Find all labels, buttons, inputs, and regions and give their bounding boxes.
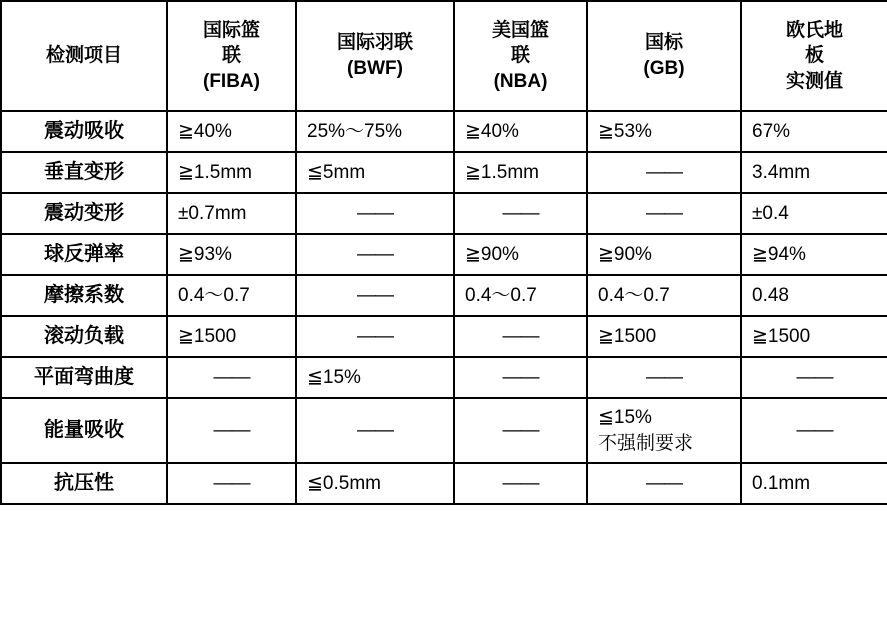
table-cell-value: ≧90%	[587, 234, 741, 275]
table-row	[1, 463, 887, 504]
row-header-label: 震动吸收	[1, 111, 167, 152]
table-row	[1, 357, 887, 398]
table-cell-value: ——	[296, 193, 454, 234]
table-cell-value: ——	[587, 152, 741, 193]
table-cell-value: ——	[587, 463, 741, 504]
table-cell-value: 0.48	[741, 275, 887, 316]
table-cell-value: 0.4～0.7	[587, 275, 741, 316]
table-cell-value: ≧40%	[454, 111, 587, 152]
table-cell-value: ≦0.5mm	[296, 463, 454, 504]
column-header-gb	[587, 1, 741, 111]
column-header-line: 检测项目	[45, 45, 122, 67]
column-header-line: 国际篮	[202, 19, 260, 41]
column-header-line: 联	[221, 45, 241, 67]
table-row	[1, 398, 887, 463]
column-header-line: 美国篮	[491, 19, 549, 41]
column-header-line: (NBA)	[493, 70, 548, 92]
table-cell-value: ——	[296, 234, 454, 275]
column-header-nba	[454, 1, 587, 111]
table-cell-value: ≧40%	[167, 111, 296, 152]
table-cell-value: ≦15%	[296, 357, 454, 398]
row-header-label: 滚动负载	[1, 316, 167, 357]
table-cell-value: 67%	[741, 111, 887, 152]
row-header-label: 能量吸收	[1, 398, 167, 463]
column-header-line: (FIBA)	[203, 70, 260, 92]
table-cell-value: ——	[741, 398, 887, 463]
table-cell-value: ≧94%	[741, 234, 887, 275]
table-cell-value: ——	[454, 398, 587, 463]
table-row	[1, 152, 887, 193]
table-cell-value: ≦15% 不强制要求	[587, 398, 741, 463]
table-cell-value: ±0.7mm	[167, 193, 296, 234]
column-header-line: 欧氏地	[785, 19, 843, 41]
row-header-label: 球反弹率	[1, 234, 167, 275]
table-cell-value: 0.4～0.7	[167, 275, 296, 316]
table-cell-value: ≦5mm	[296, 152, 454, 193]
table-cell-value: ≧1500	[587, 316, 741, 357]
table-header-row	[1, 1, 887, 111]
row-header-label: 抗压性	[1, 463, 167, 504]
table-cell-value: ——	[296, 275, 454, 316]
table-cell-value: ——	[454, 193, 587, 234]
row-header-label: 垂直变形	[1, 152, 167, 193]
table-cell-value: ≧1500	[741, 316, 887, 357]
table-cell-value: ——	[454, 463, 587, 504]
row-header-label: 摩擦系数	[1, 275, 167, 316]
table-cell-value: ≧93%	[167, 234, 296, 275]
row-header-label: 震动变形	[1, 193, 167, 234]
table-cell-value: ≧1.5mm	[167, 152, 296, 193]
table-cell-value: ±0.4	[741, 193, 887, 234]
table-cell-value: 0.4～0.7	[454, 275, 587, 316]
column-header-line: (BWF)	[347, 58, 403, 79]
column-header-line: 板	[804, 45, 824, 67]
table-cell-value: ——	[167, 398, 296, 463]
table-cell-value: ——	[296, 398, 454, 463]
table-cell-value: ——	[167, 463, 296, 504]
table-cell-value: ——	[296, 316, 454, 357]
column-header-line: 国际羽联	[336, 32, 413, 54]
table-row	[1, 193, 887, 234]
column-header-item	[1, 1, 167, 111]
column-header-fiba	[167, 1, 296, 111]
table-cell-value: ≧90%	[454, 234, 587, 275]
column-header-bwf	[296, 1, 454, 111]
table-cell-value: ≧53%	[587, 111, 741, 152]
table-cell-value: ——	[454, 316, 587, 357]
table-cell-value: ——	[454, 357, 587, 398]
column-header-line: 联	[510, 45, 530, 67]
table-row	[1, 275, 887, 316]
table-cell-value: ——	[587, 193, 741, 234]
table-cell-value: ≧1500	[167, 316, 296, 357]
table-row	[1, 316, 887, 357]
column-header-measured	[741, 1, 887, 111]
table-cell-value: ——	[587, 357, 741, 398]
table-cell-value: ≧1.5mm	[454, 152, 587, 193]
column-header-line: (GB)	[643, 58, 685, 79]
table-cell-value: 0.1mm	[741, 463, 887, 504]
table-cell-value: ——	[167, 357, 296, 398]
table-row	[1, 234, 887, 275]
table-cell-value: ——	[741, 357, 887, 398]
table-cell-value: 25%～75%	[296, 111, 454, 152]
column-header-line: 实测值	[785, 70, 843, 92]
table-cell-value: 3.4mm	[741, 152, 887, 193]
row-header-label: 平面弯曲度	[1, 357, 167, 398]
table-header	[1, 1, 887, 111]
table-body	[1, 111, 887, 504]
column-header-line: 国标	[644, 32, 683, 54]
table-row	[1, 111, 887, 152]
